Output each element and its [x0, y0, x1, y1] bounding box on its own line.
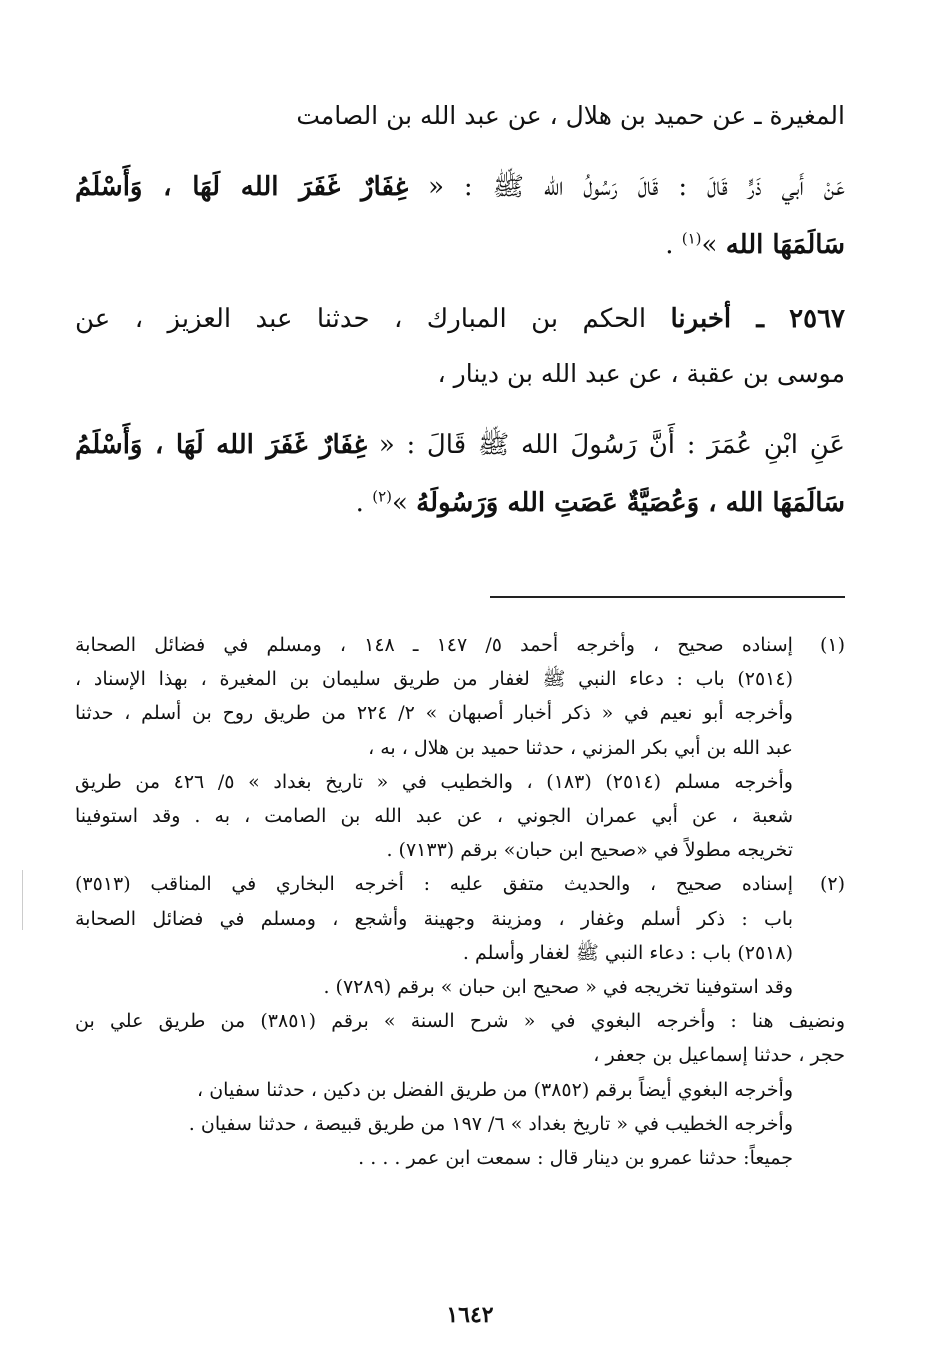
footnote-number: (١)	[819, 634, 845, 656]
hadith-2-line-4: سَالَمَهَا الله ، وَعُصَيَّةٌ عَصَتِ الله وَرَسُولَهُ »$^{(٢)}$ .	[355, 487, 845, 518]
hadith-1-line-1: عَنْ أَبي ذَرٍّ قَالَ : قَالَ رَسُولُ الله ﷺ : « غِفَارٌ غَفَرَ الله لَهَا ، وَأَسْلَمُ	[75, 172, 845, 202]
hadith-2567-text	[75, 416, 845, 532]
footnote-line: عبد الله بن أبي بكر المزني ، حدثنا حميد بن هلال ، به ،	[368, 736, 793, 759]
footnote-line: إسناده صحيح ، وأخرجه أحمد ٥/ ١٤٧ ـ ١٤٨ ، ومسلم في فضائل الصحابة	[75, 634, 793, 656]
hadith-2-line-2: موسى بن عقبة ، عن عبد الله بن دينار ،	[437, 359, 845, 388]
footnote-line: وأخرجه أبو نعيم في « ذكر أخبار أصبهان » ٢/ ٢٢٤ من طريق روح بن أسلم ، حدثنا	[75, 702, 793, 725]
main-text	[75, 90, 845, 532]
hadith-1-line-2: سَالَمَهَا الله »$^{(١)}$ .	[665, 229, 845, 260]
hadith-2566-text	[75, 158, 845, 274]
footnote-2	[75, 867, 845, 1175]
hadith-2567-chain	[75, 290, 845, 400]
footnote-line: باب : ذكر أسلم وغفار ، ومزينة وجهينة وأشجع ، ومسلم في فضائل الصحابة	[75, 907, 793, 930]
footnote-line: وأخرجه الخطيب في « تاريخ بغداد » ٦/ ١٩٧ من طريق قبيصة ، حدثنا سفيان .	[188, 1112, 793, 1135]
footnote-line: وأخرجه البغوي أيضاً برقم (٣٨٥٢) من طريق الفضل بن دكين ، حدثنا سفيان ،	[197, 1078, 793, 1101]
footnote-line: (٢٥١٤) باب : دعاء النبي ﷺ لغفار من طريق سليمان بن المغيرة ، بهذا الإسناد ،	[75, 668, 793, 691]
footnote-line: حجر ، حدثنا إسماعيل بن جعفر ،	[593, 1044, 845, 1067]
footnotes	[75, 628, 845, 1175]
margin-mark	[22, 870, 23, 930]
footnote-line: شعبة ، عن أبي عمران الجوني ، عن عبد الله بن الصامت ، به . وقد استوفينا	[75, 805, 793, 828]
footnote-1	[75, 628, 845, 867]
footnote-line: إسناده صحيح ، والحديث متفق عليه : أخرجه البخاري في المناقب (٣٥١٣)	[75, 873, 793, 896]
footnote-ref-1[interactable]: (١)	[681, 229, 702, 248]
footnote-ref-2[interactable]: (٢)	[372, 487, 392, 506]
chain-continuation-line: المغيرة ـ عن حميد بن هلال ، عن عبد الله بن الصامت	[296, 101, 845, 130]
hadith-2-line-1: ٢٥٦٧ ـ أخبرنا الحكم بن المبارك ، حدثنا عبد العزيز ، عن	[75, 304, 845, 334]
footnote-line: جميعاً: حدثنا عمرو بن دينار قال : سمعت ابن عمر . . . .	[358, 1147, 793, 1170]
footnote-line: ونضيف هنا : وأخرجه البغوي في « شرح السنة » برقم (٣٨٥١) من طريق علي بن	[75, 1010, 845, 1033]
hadith-2-line-3: عَنِ ابْنِ عُمَرَ : أَنَّ رَسُولَ الله ﷺ قَالَ : « غِفَارٌ غَفَرَ الله لَهَا ، وَأَسْلَمُ	[75, 430, 846, 460]
footnote-line: وأخرجه مسلم (٢٥١٤) (١٨٣) ، والخطيب في « تاريخ بغداد » ٥/ ٤٢٦ من طريق	[75, 770, 793, 793]
hadith-number: ٢٥٦٧ ـ	[731, 304, 845, 334]
footnote-number: (٢)	[819, 873, 845, 896]
footnote-divider	[490, 596, 845, 598]
page-number: ١٦٤٢	[446, 1302, 494, 1328]
footnote-line: (٢٥١٨) باب : دعاء النبي ﷺ لغفار وأسلم .	[462, 941, 793, 964]
footnote-line: تخريجه مطولاً في «صحيح ابن حبان» برقم (٧١٣٣) .	[386, 839, 793, 862]
footnote-line: وقد استوفينا تخريجه في « صحيح ابن حبان » برقم (٧٢٨٩) .	[323, 976, 793, 999]
